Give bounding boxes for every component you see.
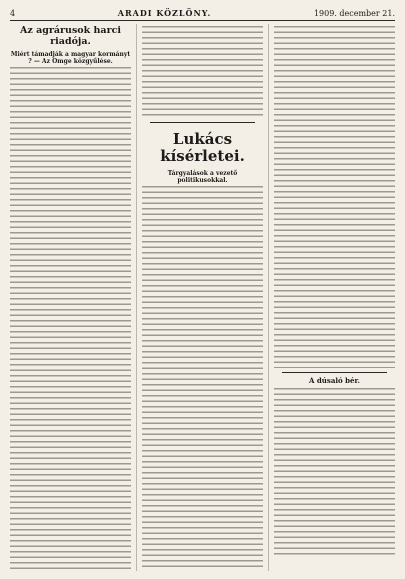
article-body-continued xyxy=(142,26,263,118)
article-body-agrarians xyxy=(10,67,131,571)
column-left xyxy=(10,24,137,571)
column-right xyxy=(274,24,395,571)
subheadline-agrarians: Miért támadják a magyar kormányt ? — Az Omge közgyűlése. xyxy=(10,50,131,66)
article-body-lukacs xyxy=(142,186,263,571)
article-body-right-top xyxy=(274,26,395,368)
article-divider-right xyxy=(282,372,387,373)
newspaper-title: ARADI KÖZLÖNY. xyxy=(117,8,212,18)
issue-date: 1909. december 21. xyxy=(313,8,395,18)
article-body-dusalo-ber xyxy=(274,388,395,558)
page-number: 4 xyxy=(10,8,16,18)
headline-lukacs: Lukács kísérletei. xyxy=(160,130,245,166)
headline-dusalo-ber: A dúsaló bér. xyxy=(309,376,360,385)
page-header xyxy=(10,6,395,21)
headline-agrarians: Az agrárusok harci riadója. xyxy=(20,25,121,47)
column-middle xyxy=(142,24,269,571)
subheadline-lukacs: Tárgyalások a vezető politikusokkal. xyxy=(167,169,238,184)
article-columns xyxy=(10,24,395,571)
article-divider xyxy=(150,122,255,123)
